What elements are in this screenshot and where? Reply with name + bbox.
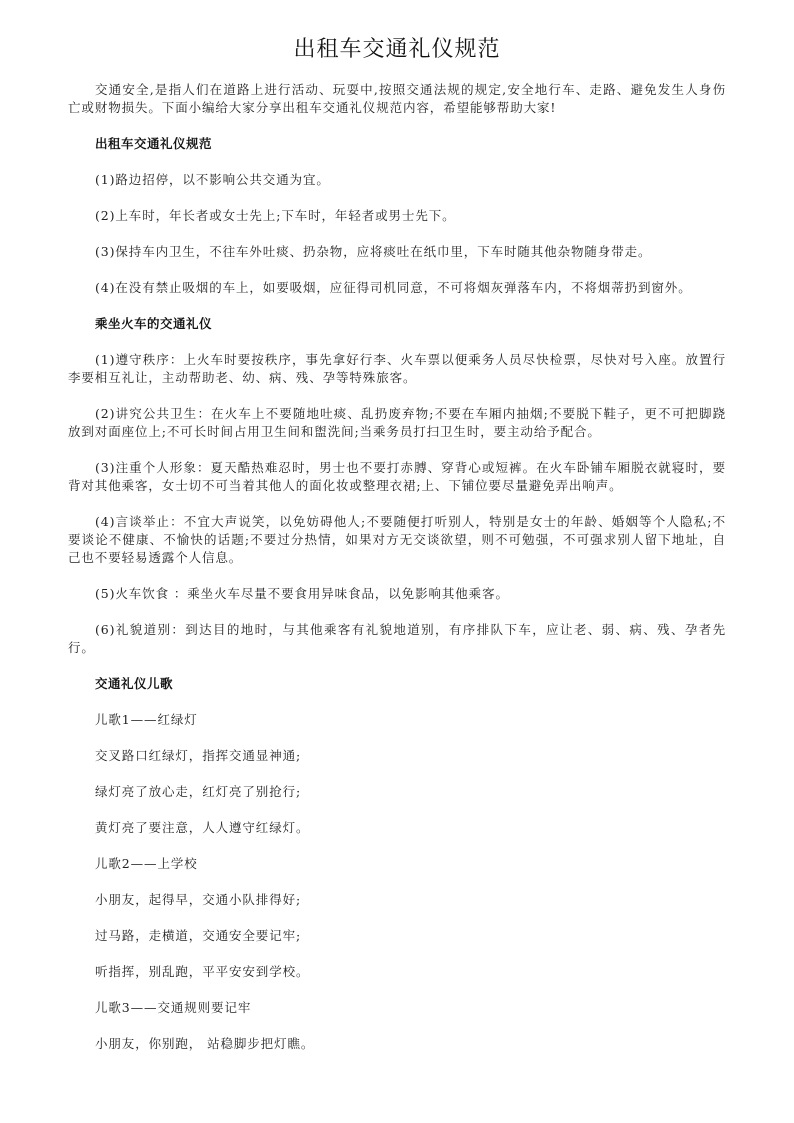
song-line: 黄灯亮了要注意，人人遵守红绿灯。 [95,820,310,835]
paragraph: (2)上车时，年长者或女士先上;下车时，年轻者或男士先下。 [95,208,456,223]
paragraph: (3)注重个人形象：夏天酷热难忍时，男士也不要打赤膊、穿背心或短裤。在火车卧铺车厢脱衣就寝时，要背对其他乘客，女士切不可当着其他人的面化妆或整理衣裙;上、下铺位要尽量避免弄出响声。 [68,460,726,493]
song-line: 小朋友，起得早，交通小队排得好; [95,892,302,907]
paragraph: (6)礼貌道别：到达目的地时，与其他乘客有礼貌地道别，有序排队下车，应让老、弱、病、残、孕者先行。 [68,622,726,655]
song-title: 儿歌1——红绿灯 [95,712,198,727]
paragraph: (2)讲究公共卫生：在火车上不要随地吐痰、乱扔废弃物;不要在车厢内抽烟;不要脱下鞋子，更不可把脚跷放到对面座位上;不可长时间占用卫生间和盥洗间;当乘务员打扫卫生时，要主动给予配合。 [68,406,726,439]
song-title: 儿歌2——上学校 [95,856,198,871]
section-heading: 交通礼仪儿歌 [95,676,174,691]
paragraph: (1)路边招停，以不影响公共交通为宜。 [95,172,330,187]
paragraph: (4)言谈举止：不宜大声说笑，以免妨碍他人;不要随便打听别人，特别是女士的年龄、婚姻等个人隐私;不要谈论不健康、不愉快的话题;不要过分热情，如果对方无交谈欲望，则不可勉强，不可强求别人留下地址，自己也不要轻易透露个人信息。 [68,514,726,565]
paragraph: (1)遵守秩序：上火车时要按秩序，事先拿好行李、火车票以便乘务人员尽快检票，尽快对号入座。放置行李要相互礼让，主动帮助老、幼、病、残、孕等特殊旅客。 [68,352,726,385]
section-heading: 出租车交通礼仪规范 [95,136,213,151]
intro-paragraph: 交通安全,是指人们在道路上进行活动、玩耍中,按照交通法规的规定,安全地行车、走路、避免发生人身伤亡或财物损失。下面小编给大家分享出租车交通礼仪规范内容，希望能够帮助大家! [68,82,726,115]
document-title: 出租车交通礼仪规范 [293,37,501,62]
song-line: 小朋友，你别跑， 站稳脚步把灯瞧。 [95,1036,315,1051]
paragraph: (4)在没有禁止吸烟的车上，如要吸烟，应征得司机同意，不可将烟灰弹落车内，不将烟蒂扔到窗外。 [95,280,692,295]
song-title: 儿歌3——交通规则要记牢 [95,1000,252,1015]
song-line: 听指挥，别乱跑，平平安安到学校。 [95,964,310,979]
section-heading: 乘坐火车的交通礼仪 [95,316,213,331]
song-line: 过马路，走横道，交通安全要记牢; [95,928,302,943]
paragraph: (5)火车饮食 ：乘坐火车尽量不要食用异味食品，以免影响其他乘客。 [95,586,509,601]
song-line: 绿灯亮了放心走，红灯亮了别抢行; [95,784,302,799]
paragraph: (3)保持车内卫生，不往车外吐痰、扔杂物，应将痰吐在纸巾里，下车时随其他杂物随身带走。 [95,244,652,259]
song-line: 交叉路口红绿灯，指挥交通显神通; [95,748,302,763]
document-body [68,81,726,1071]
